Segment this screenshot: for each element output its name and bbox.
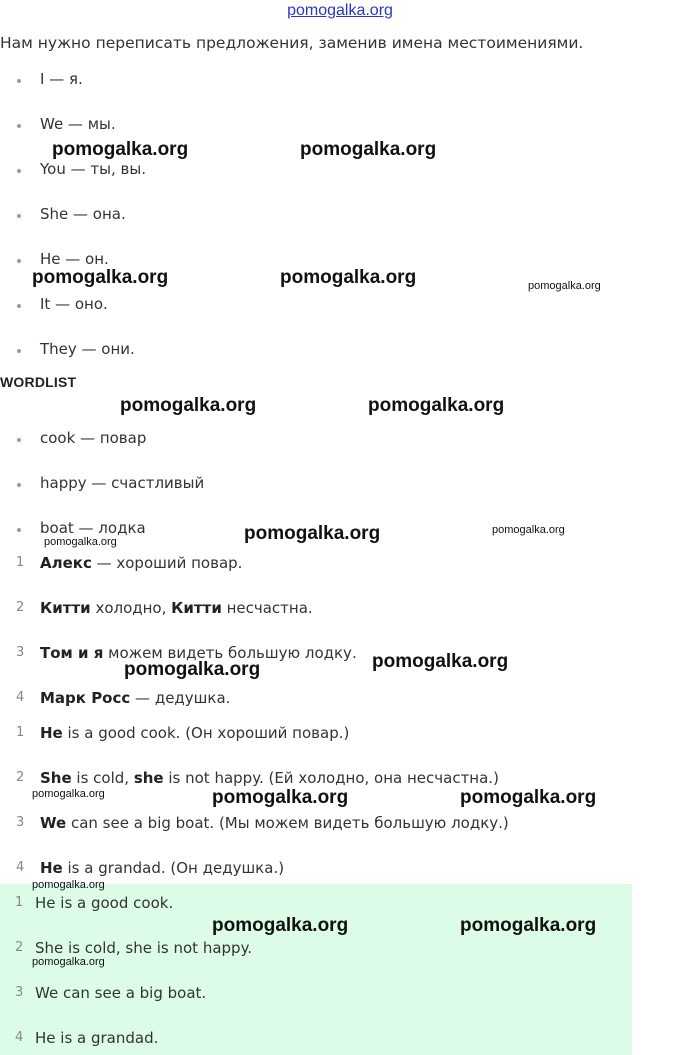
bullet-icon: [17, 483, 21, 487]
watermark: pomogalka.org: [212, 915, 349, 936]
item-number: 1: [15, 895, 24, 910]
watermark: pomogalka.org: [52, 139, 189, 160]
item-number: 1: [16, 725, 25, 740]
bullet-icon: [17, 304, 21, 308]
watermark: pomogalka.org: [32, 788, 105, 800]
watermark: pomogalka.org: [212, 787, 349, 808]
watermark: pomogalka.org: [368, 395, 505, 416]
bullet-icon: [17, 169, 21, 173]
bullet-icon: [17, 124, 21, 128]
watermark: pomogalka.org: [372, 651, 509, 672]
watermark: pomogalka.org: [124, 659, 261, 680]
item-number: 3: [16, 815, 25, 830]
item-number: 2: [16, 600, 25, 615]
item-number: 4: [16, 860, 25, 875]
watermark: pomogalka.org: [120, 395, 257, 416]
watermark: pomogalka.org: [44, 536, 117, 548]
bullet-icon: [17, 528, 21, 532]
watermark: pomogalka.org: [492, 524, 565, 536]
item-number: 2: [16, 770, 25, 785]
bullet-icon: [17, 79, 21, 83]
watermark: pomogalka.org: [280, 267, 417, 288]
watermark: pomogalka.org: [460, 915, 597, 936]
watermark: pomogalka.org: [528, 280, 601, 292]
watermark: pomogalka.org: [32, 267, 169, 288]
bullet-icon: [17, 438, 21, 442]
wordlist-title: WORDLIST: [0, 374, 77, 390]
bullet-icon: [17, 349, 21, 353]
item-number: 3: [15, 985, 24, 1000]
task-intro: Нам нужно переписать предложения, заменив имена местоимениями.: [0, 34, 584, 52]
watermark: pomogalka.org: [32, 879, 105, 891]
bullet-icon: [17, 214, 21, 218]
watermark: pomogalka.org: [32, 956, 105, 968]
watermark: pomogalka.org: [244, 523, 381, 544]
item-number: 4: [16, 690, 25, 705]
watermark: pomogalka.org: [460, 787, 597, 808]
item-number: 2: [15, 940, 24, 955]
watermark: pomogalka.org: [300, 139, 437, 160]
item-number: 1: [16, 555, 25, 570]
bullet-icon: [17, 259, 21, 263]
site-header-link[interactable]: pomogalka.org: [287, 2, 393, 19]
item-number: 4: [15, 1030, 24, 1045]
item-number: 3: [16, 645, 25, 660]
